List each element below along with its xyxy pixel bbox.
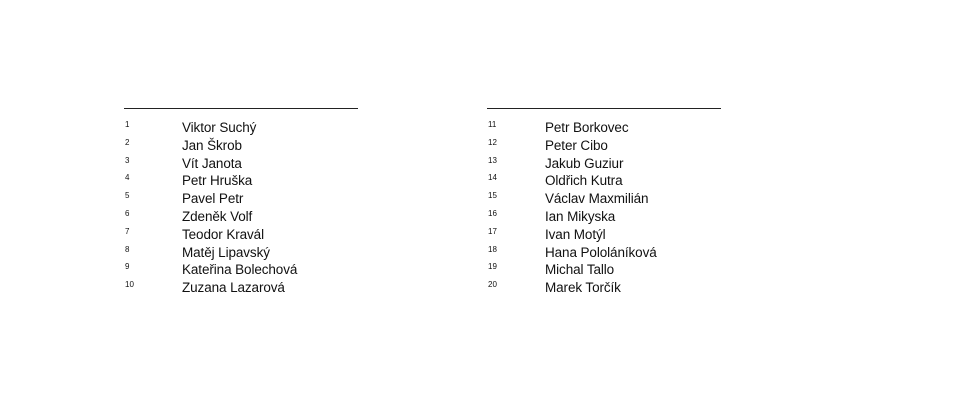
entry-name: Jan Škrob — [182, 137, 242, 153]
entry-name: Peter Cibo — [545, 137, 608, 153]
list-item — [487, 172, 721, 190]
entry-name: Matěj Lipavský — [182, 244, 270, 260]
entry-number: 14 — [488, 173, 497, 183]
entry-name: Kateřina Bolechová — [182, 262, 298, 278]
list-item — [124, 190, 358, 208]
entry-number: 17 — [488, 226, 497, 236]
entry-number: 3 — [125, 155, 130, 165]
left-name-list — [124, 119, 358, 297]
entry-number: 12 — [488, 137, 497, 147]
entry-number: 15 — [488, 191, 497, 201]
entry-name: Zdeněk Volf — [182, 208, 253, 224]
left-column — [124, 108, 358, 297]
entry-number: 6 — [125, 208, 130, 218]
right-column — [487, 108, 721, 297]
list-item — [124, 119, 358, 137]
entry-name: Viktor Suchý — [182, 120, 257, 135]
entry-number: 8 — [125, 244, 130, 254]
list-item — [124, 208, 358, 226]
list-item — [487, 119, 721, 137]
left-column-rule — [124, 108, 358, 109]
list-item — [487, 208, 721, 226]
list-item — [487, 261, 721, 279]
entry-name: Petr Hruška — [182, 173, 253, 189]
list-item — [124, 279, 358, 297]
list-item — [124, 226, 358, 244]
list-item — [124, 137, 358, 155]
entry-name: Vít Janota — [182, 155, 242, 171]
entry-number: 18 — [488, 244, 497, 254]
entry-number: 11 — [488, 120, 497, 129]
entry-number: 1 — [125, 120, 130, 129]
entry-number: 16 — [488, 208, 497, 218]
list-item — [487, 190, 721, 208]
entry-name: Petr Borkovec — [545, 120, 629, 135]
entry-number: 4 — [125, 173, 130, 183]
list-item — [487, 226, 721, 244]
list-item — [487, 155, 721, 173]
list-item — [124, 261, 358, 279]
entry-number: 20 — [488, 280, 497, 290]
entry-name: Ivan Motýl — [545, 226, 606, 242]
entry-name: Ian Mikyska — [545, 208, 616, 224]
entry-name: Václav Maxmilián — [545, 191, 649, 207]
entry-number: 19 — [488, 262, 497, 272]
entry-number: 7 — [125, 226, 130, 236]
entry-name: Oldřich Kutra — [545, 173, 623, 189]
entry-number: 5 — [125, 191, 130, 201]
list-item — [124, 172, 358, 190]
entry-number: 2 — [125, 137, 130, 147]
right-column-rule — [487, 108, 721, 109]
list-item — [487, 244, 721, 262]
list-item — [124, 155, 358, 173]
entry-name: Pavel Petr — [182, 191, 244, 207]
list-item — [487, 279, 721, 297]
entry-name: Michal Tallo — [545, 262, 615, 278]
entry-number: 9 — [125, 262, 130, 272]
entry-name: Teodor Kravál — [182, 226, 264, 242]
entry-name: Zuzana Lazarová — [182, 280, 285, 296]
entry-name: Hana Pololáníková — [545, 244, 657, 260]
right-name-list — [487, 119, 721, 297]
entry-number: 13 — [488, 155, 497, 165]
entry-number: 10 — [125, 280, 134, 290]
list-item — [124, 244, 358, 262]
list-item — [487, 137, 721, 155]
entry-name: Marek Torčík — [545, 280, 621, 296]
entry-name: Jakub Guziur — [545, 155, 624, 171]
